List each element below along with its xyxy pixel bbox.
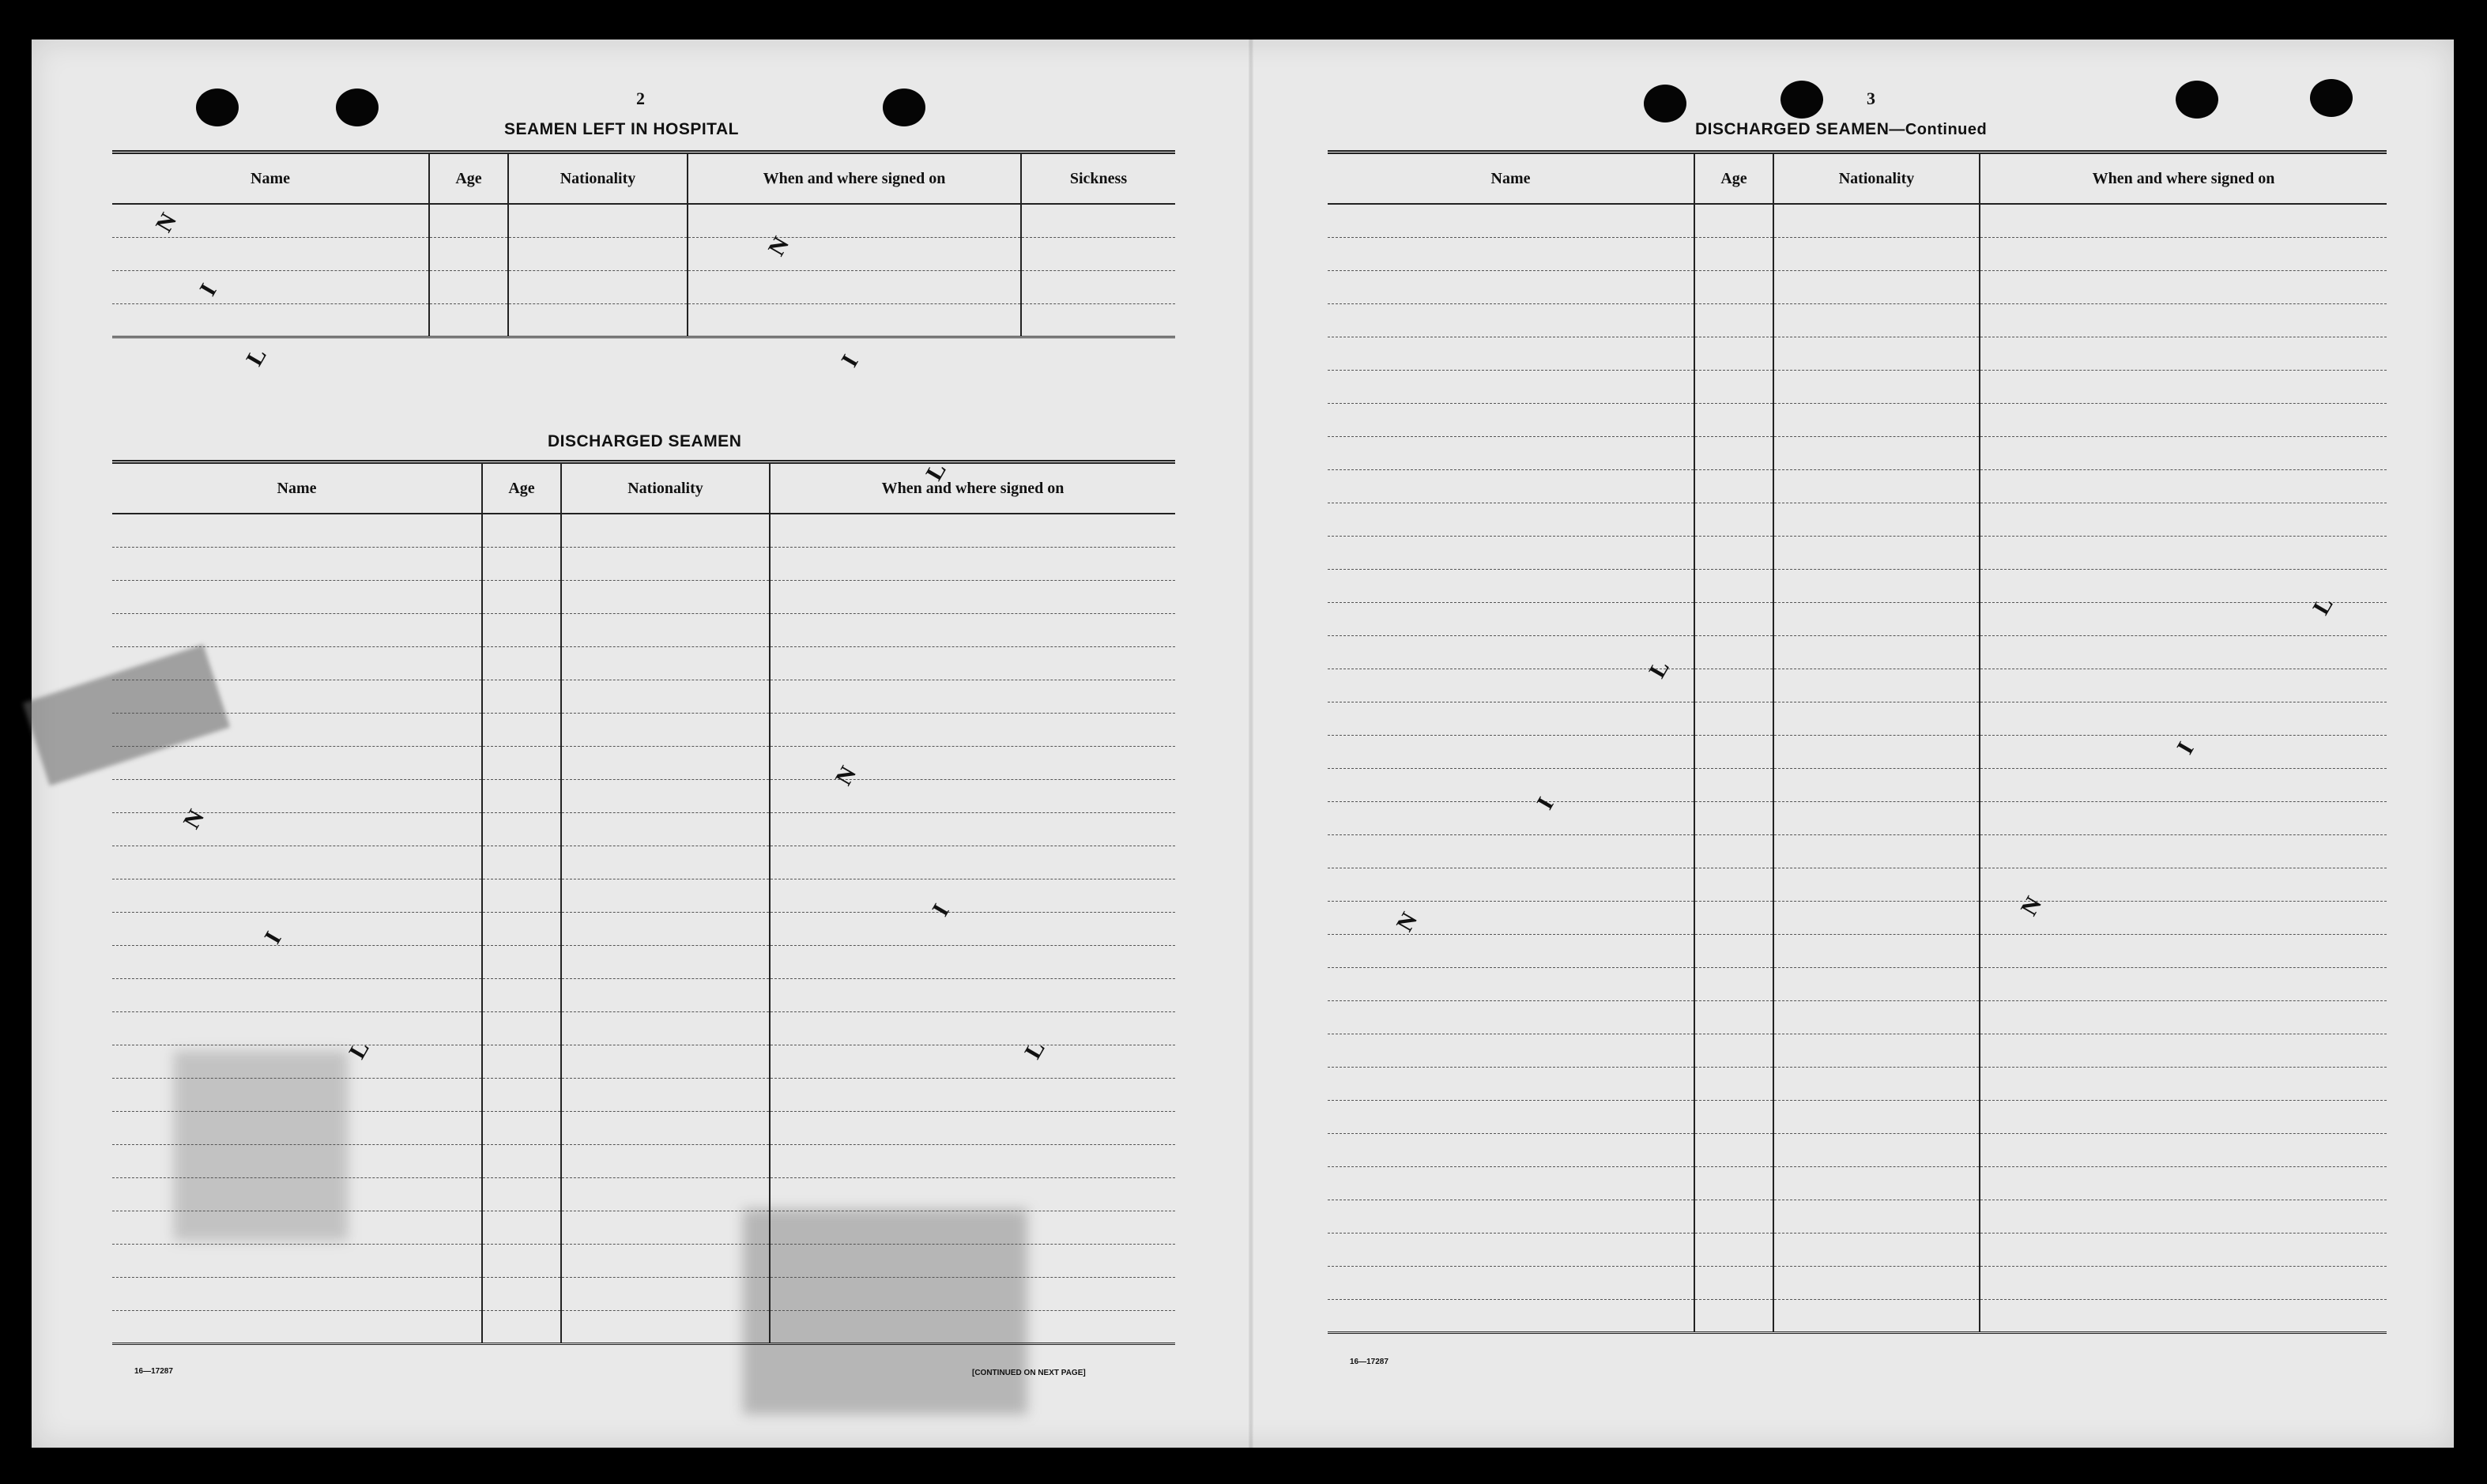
document-sheet [32, 40, 2454, 1448]
col-sickness: Sickness [1021, 153, 1175, 205]
page-fold [1249, 40, 1253, 1448]
stamp-letter-i: I [2172, 737, 2199, 759]
col-when-where: When and where signed on [770, 462, 1175, 514]
punch-hole [1780, 81, 1823, 119]
discharged-table-left [112, 460, 1175, 1345]
table-row [1328, 834, 2387, 868]
form-number-left: 16—17287 [134, 1367, 173, 1376]
punch-hole [2310, 79, 2353, 117]
table-row [112, 1277, 1175, 1310]
col-age: Age [482, 462, 561, 514]
stamp-letter-n: N [1391, 908, 1423, 936]
table-row [1328, 237, 2387, 270]
table-row [1328, 436, 2387, 469]
table-row [112, 1211, 1175, 1244]
table-row [112, 613, 1175, 646]
form-number-right: 16—17287 [1350, 1358, 1389, 1366]
stamp-letter-n: N [830, 762, 862, 790]
table-row [112, 514, 1175, 547]
col-age: Age [1694, 153, 1773, 205]
table-row [1328, 1166, 2387, 1200]
hospital-rows [112, 204, 1175, 337]
table-row [1328, 702, 2387, 735]
table-row [1328, 934, 2387, 967]
table-row [1328, 503, 2387, 536]
table-row [1328, 1100, 2387, 1133]
table-row [1328, 868, 2387, 901]
table-row [112, 1011, 1175, 1045]
table-row [112, 1144, 1175, 1177]
table-row [112, 879, 1175, 912]
table-row [1328, 303, 2387, 337]
table-row [112, 846, 1175, 879]
table-row [112, 1045, 1175, 1078]
hospital-table [112, 150, 1175, 338]
table-row [1328, 403, 2387, 436]
stamp-letter-i: I [1532, 793, 1559, 815]
stamp-letter-l: L [2308, 592, 2338, 620]
table-row [1328, 669, 2387, 702]
table-row [112, 746, 1175, 779]
col-nationality: Nationality [1773, 153, 1980, 205]
continued-note: [CONTINUED ON NEXT PAGE] [972, 1369, 1086, 1377]
discharged-rows-left [112, 514, 1175, 1343]
stamp-letter-i: I [836, 350, 864, 372]
table-row [112, 779, 1175, 812]
stamp-letter-n: N [763, 232, 795, 261]
page-number-left: 2 [636, 89, 645, 108]
table-row [1328, 1034, 2387, 1067]
table-row [112, 580, 1175, 613]
table-row [112, 646, 1175, 680]
col-name: Name [112, 153, 429, 205]
col-name: Name [1328, 153, 1694, 205]
table-row [1328, 1266, 2387, 1299]
discharged-section-title-left: DISCHARGED SEAMEN [548, 432, 742, 450]
stamp-letter-i: I [259, 927, 287, 949]
table-row [1328, 1133, 2387, 1166]
hospital-section-title: SEAMEN LEFT IN HOSPITAL [504, 120, 739, 138]
discharged-section-title-right [1695, 120, 1987, 139]
page-number-right: 3 [1867, 89, 1875, 108]
stamp-letter-n: N [178, 805, 210, 834]
table-row [1328, 901, 2387, 934]
table-row [1328, 768, 2387, 801]
table-row [1328, 1067, 2387, 1100]
col-nationality: Nationality [561, 462, 770, 514]
table-row [1328, 204, 2387, 237]
table-row [1328, 735, 2387, 768]
punch-hole [196, 89, 239, 126]
table-row [1328, 569, 2387, 602]
stamp-letter-l: L [921, 458, 951, 485]
table-row [1328, 469, 2387, 503]
punch-hole [883, 89, 925, 126]
stamp-letter-i: I [194, 279, 222, 301]
table-row [112, 1310, 1175, 1343]
stamp-letter-l: L [344, 1036, 375, 1064]
table-row [1328, 967, 2387, 1000]
punch-hole [2176, 81, 2218, 119]
table-row [1328, 1299, 2387, 1332]
table-row [1328, 1233, 2387, 1266]
discharged-table-right [1328, 150, 2387, 1334]
col-age: Age [429, 153, 508, 205]
table-row [112, 812, 1175, 846]
table-row [1328, 602, 2387, 635]
title-main: DISCHARGED SEAMEN [1695, 120, 1890, 138]
table-row [1328, 635, 2387, 669]
table-row [112, 1177, 1175, 1211]
table-row [112, 680, 1175, 713]
stamp-letter-l: L [1644, 655, 1675, 683]
col-when-where: When and where signed on [688, 153, 1021, 205]
stamp-letter-l: L [1019, 1036, 1050, 1064]
title-suffix: —Continued [1889, 121, 1988, 138]
punch-hole [1644, 85, 1686, 122]
col-name: Name [112, 462, 482, 514]
table-row [112, 713, 1175, 746]
table-row [112, 1078, 1175, 1111]
stamp-letter-l: L [241, 343, 272, 371]
table-row [1328, 370, 2387, 403]
table-row [1328, 1200, 2387, 1233]
stamp-letter-n: N [150, 209, 183, 237]
table-row [112, 1111, 1175, 1144]
table-row [112, 978, 1175, 1011]
table-row [1328, 337, 2387, 370]
stamp-letter-i: I [927, 899, 955, 921]
table-row [1328, 801, 2387, 834]
col-nationality: Nationality [508, 153, 688, 205]
table-row [112, 547, 1175, 580]
table-row [112, 1244, 1175, 1277]
table-row [1328, 1000, 2387, 1034]
discharged-rows-right [1328, 204, 2387, 1332]
table-row [1328, 270, 2387, 303]
table-row [112, 945, 1175, 978]
stamp-letter-n: N [2015, 892, 2048, 921]
col-when-where: When and where signed on [1980, 153, 2387, 205]
punch-hole [336, 89, 379, 126]
table-row [1328, 536, 2387, 569]
